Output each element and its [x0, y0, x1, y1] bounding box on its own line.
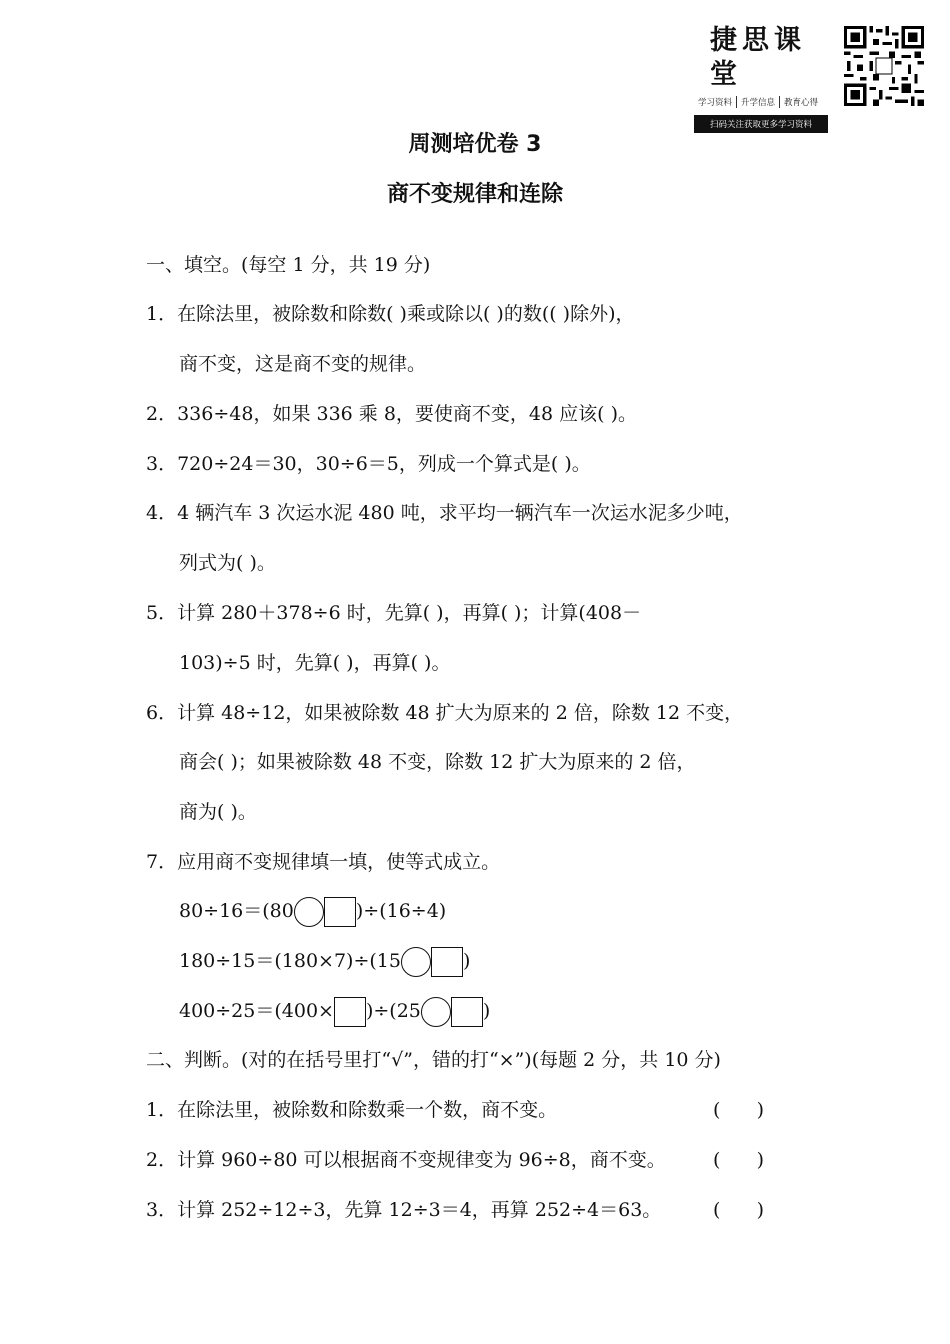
operator-circle-blank[interactable] — [421, 997, 451, 1027]
equation-text: )÷(16÷4) — [355, 900, 447, 922]
answer-paren-blank[interactable]: ( ) — [713, 1199, 765, 1221]
question-text: 商会( )；如果被除数 48 不变，除数 12 扩大为原来的 2 倍， — [179, 751, 696, 773]
brand-tags — [694, 96, 834, 108]
question-text: 列式为( )。 — [179, 552, 276, 574]
equation-text: ) — [462, 950, 471, 972]
equation-text: 400÷25＝(400× — [179, 1000, 334, 1022]
number-box-blank[interactable] — [451, 997, 483, 1027]
question-text: 5．计算 280＋378÷6 时，先算( )，再算( )；计算(408－ — [146, 602, 642, 624]
number-box-blank[interactable] — [431, 947, 463, 977]
equation-row — [179, 997, 490, 1027]
question-text: 103)÷5 时，先算( )，再算( )。 — [179, 652, 451, 674]
question-text: 1．在除法里，被除数和除数( )乘或除以( )的数(( )除外)， — [146, 303, 635, 325]
brand-slogan: 扫码关注获取更多学习资料 — [694, 115, 828, 133]
equation-text: ) — [482, 1000, 491, 1022]
brand-block — [694, 24, 834, 133]
judge-question: 1．在除法里，被除数和除数乘一个数，商不变。 — [146, 1099, 558, 1121]
section-heading: 一、填空。(每空 1 分，共 19 分) — [146, 254, 431, 276]
question-text: 4．4 辆汽车 3 次运水泥 480 吨，求平均一辆汽车一次运水泥多少吨， — [146, 502, 743, 524]
number-box-blank[interactable] — [334, 997, 366, 1027]
judge-question: 3．计算 252÷12÷3，先算 12÷3＝4，再算 252÷4＝63。 — [146, 1199, 662, 1221]
equation-text: 80÷16＝(80 — [179, 900, 294, 922]
operator-circle-blank[interactable] — [294, 897, 324, 927]
operator-circle-blank[interactable] — [401, 947, 431, 977]
question-text: 2．336÷48，如果 336 乘 8，要使商不变，48 应该( )。 — [146, 403, 638, 425]
page-subtitle: 商不变规律和连除 — [386, 182, 563, 207]
brand-tag: 教育心得 — [784, 98, 819, 108]
question-text: 商不变，这是商不变的规律。 — [179, 353, 427, 375]
answer-paren-blank[interactable]: ( ) — [713, 1099, 765, 1121]
section-heading: 二、判断。(对的在括号里打“√”，错的打“×”)(每题 2 分，共 10 分) — [146, 1049, 721, 1071]
question-text: 3．720÷24＝30，30÷6＝5，列成一个算式是( )。 — [146, 453, 591, 475]
brand-tag: 学习资料 — [694, 96, 737, 108]
qr-code-icon — [844, 26, 924, 106]
equation-text: )÷(25 — [365, 1000, 421, 1022]
brand-name: 捷思课堂 — [710, 25, 806, 90]
judge-question: 2．计算 960÷80 可以根据商不变规律变为 96÷8，商不变。 — [146, 1149, 666, 1171]
question-text: 6．计算 48÷12，如果被除数 48 扩大为原来的 2 倍，除数 12 不变， — [146, 702, 744, 724]
equation-row — [179, 897, 446, 927]
answer-paren-blank[interactable]: ( ) — [713, 1149, 765, 1171]
equation-text: 180÷15＝(180×7)÷(15 — [179, 950, 401, 972]
brand-tag: 升学信息 — [737, 96, 780, 108]
question-text: 商为( )。 — [179, 801, 257, 823]
number-box-blank[interactable] — [324, 897, 356, 927]
question-text: 7．应用商不变规律填一填，使等式成立。 — [146, 851, 501, 873]
equation-row — [179, 947, 470, 977]
page-title: 周测培优卷 3 — [408, 132, 542, 157]
